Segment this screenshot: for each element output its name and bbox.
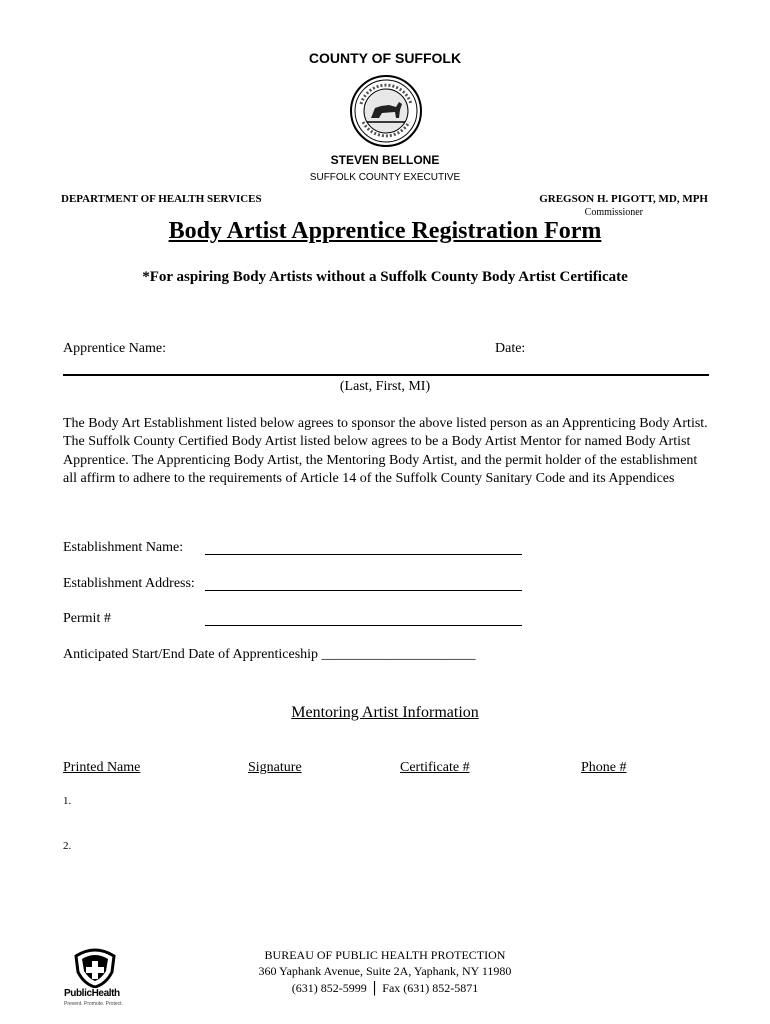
- column-phone: Phone #: [581, 760, 627, 775]
- bureau-contact: [0, 979, 770, 997]
- start-end-date-row: [63, 647, 476, 663]
- date-label: Date:: [495, 341, 526, 356]
- executive-name: STEVEN BELLONE: [330, 153, 440, 167]
- bureau-phone: (631) 852-5999: [291, 981, 367, 995]
- establishment-name-label: Establishment Name:: [63, 540, 184, 555]
- start-end-date-field[interactable]: ______________________: [321, 647, 476, 662]
- apprentice-name-field[interactable]: [63, 374, 709, 376]
- column-printed-name: Printed Name: [63, 760, 141, 775]
- county-seal: [349, 74, 423, 148]
- bureau-name: BUREAU OF PUBLIC HEALTH PROTECTION: [264, 948, 506, 962]
- establishment-address-label: Establishment Address:: [63, 576, 195, 591]
- mentor-row-2: 2.: [63, 840, 72, 852]
- mentoring-heading: Mentoring Artist Information: [291, 704, 479, 721]
- logo-title: PublicHealth: [64, 988, 120, 999]
- contact-separator: |: [372, 979, 377, 996]
- establishment-name-field[interactable]: [205, 554, 522, 555]
- county-title: COUNTY OF SUFFOLK: [308, 50, 462, 66]
- commissioner-name: GREGSON H. PIGOTT, MD, MPH: [539, 193, 708, 205]
- logo-tagline: Prevent. Promote. Protect.: [64, 1001, 123, 1007]
- executive-title: SUFFOLK COUNTY EXECUTIVE: [309, 172, 461, 183]
- form-title: Body Artist Apprentice Registration Form: [168, 218, 602, 244]
- bureau-fax: Fax (631) 852-5871: [382, 981, 479, 995]
- mentor-row-1: 1.: [63, 795, 72, 807]
- apprentice-name-label: Apprentice Name:: [63, 341, 167, 356]
- name-format-hint: (Last, First, MI): [339, 379, 431, 394]
- department-name: DEPARTMENT OF HEALTH SERVICES: [61, 193, 262, 205]
- permit-field[interactable]: [205, 625, 522, 626]
- column-certificate: Certificate #: [400, 760, 470, 775]
- bureau-address: 360 Yaphank Avenue, Suite 2A, Yaphank, NY 11980: [258, 964, 512, 978]
- establishment-address-field[interactable]: [205, 590, 522, 591]
- commissioner-title: Commissioner: [584, 207, 643, 218]
- start-end-date-label: Anticipated Start/End Date of Apprenticeship: [63, 647, 319, 662]
- form-subtitle: *For aspiring Body Artists without a Suffolk County Body Artist Certificate: [142, 269, 628, 285]
- permit-label: Permit #: [63, 611, 111, 626]
- sponsorship-paragraph: The Body Art Establishment listed below agrees to sponsor the above listed person as an Apprenticing Body Artist. The Suffolk County Certified Body Artist listed below agrees to be a Body Artist Mentor for named Body Artist Apprentice. The Apprenticing Body Artist, the Mentoring Body Artist, and the permit holder of the establishment all affirm to adhere to the requirements of Article 14 of the Suffolk County Sanitary Code and its Appendices: [63, 416, 708, 487]
- column-signature: Signature: [248, 760, 302, 775]
